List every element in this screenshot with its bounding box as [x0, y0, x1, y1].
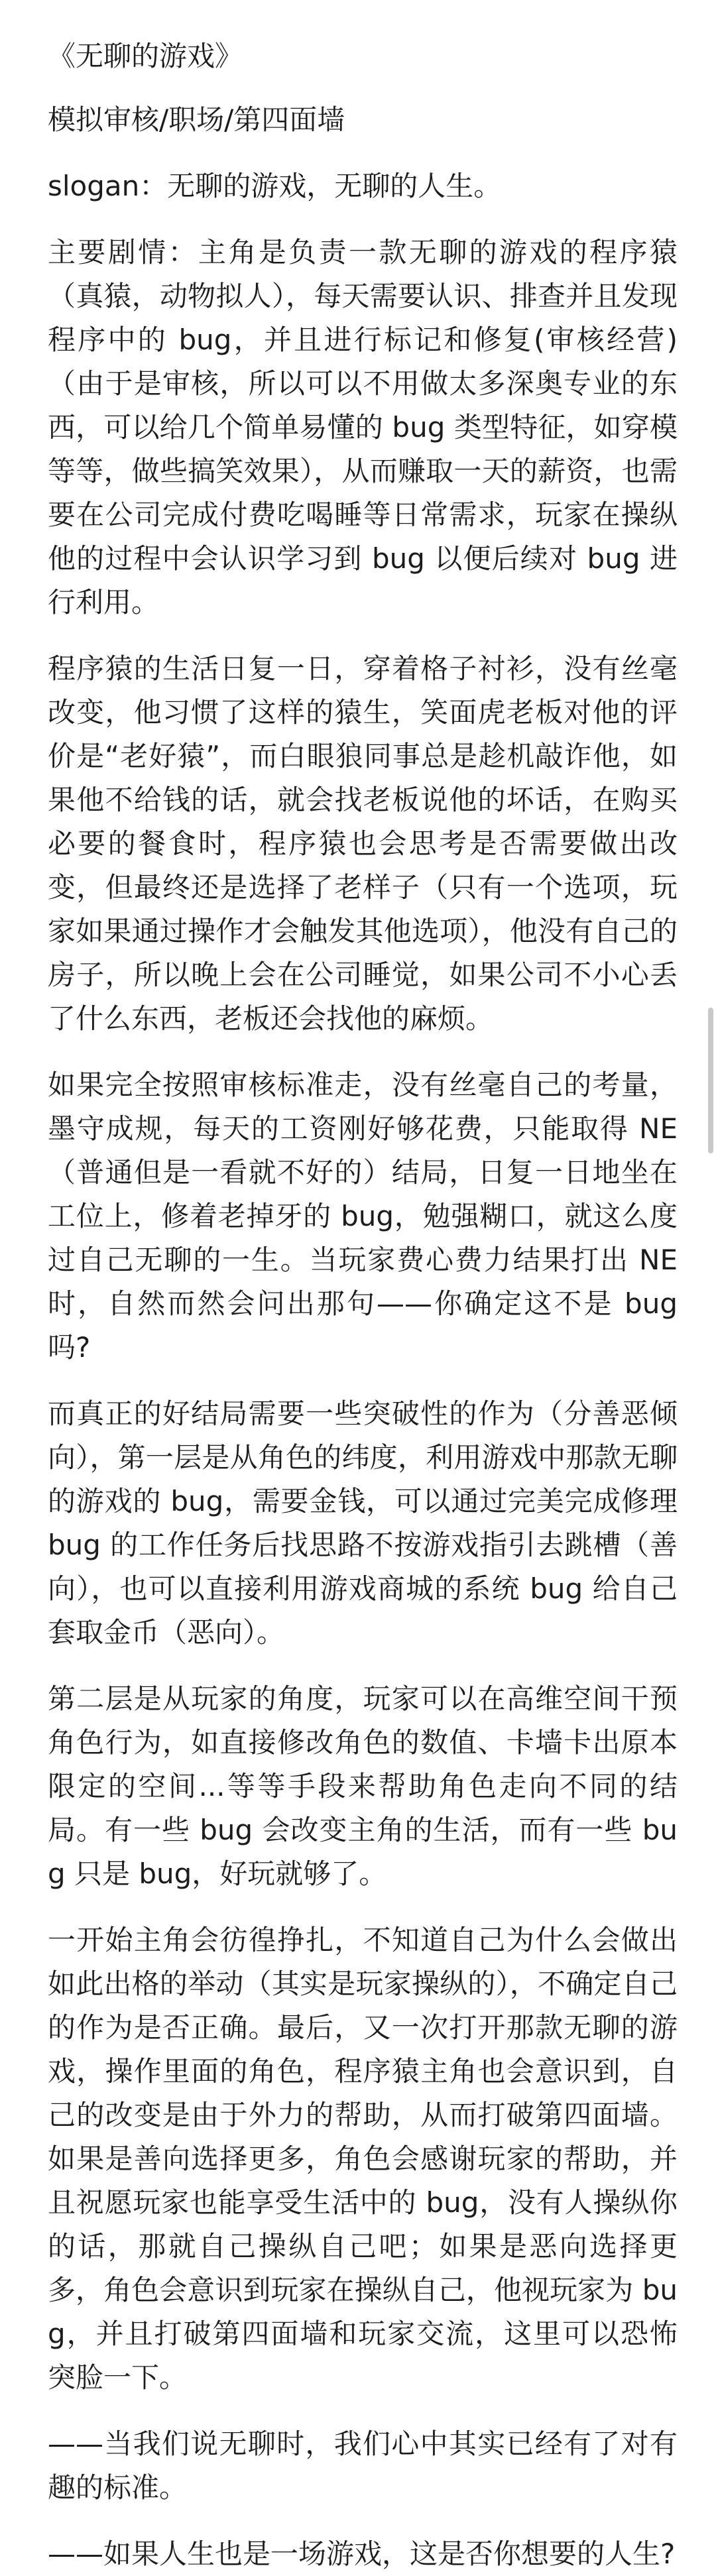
- paragraph-main-plot: 主要剧情：主角是负责一款无聊的游戏的程序猿（真猿，动物拟人），每天需要认识、排查并且发现程序中的 bug，并且进行标记和修复(审核经营)（由于是审核，所以可以不用做太多深奥专业的东西，可以给几个简单易懂的 bug 类型特征，如穿模等等，做些搞笑效果），从而赚取一天的薪资，也需要在公司完成付费吃喝睡等日常需求，玩家在操纵他的过程中会认识学习到 bug 以便后续对 bug 进行利用。: [48, 236, 678, 618]
- paragraph-good-ending-layer-one: 而真正的好结局需要一些突破性的作为（分善恶倾向），第一层是从角色的纬度，利用游戏中那款无聊的游戏的 bug，需要金钱，可以通过完美完成修理 bug 的工作任务后找思路不按游戏指引去跳槽（善向），也可以直接利用游戏商城的系统 bug 给自己套取金币（恶向）。: [48, 1397, 678, 1649]
- vertical-scrollbar[interactable]: [708, 1008, 713, 1153]
- paragraph-ne-ending: 如果完全按照审核标准走，没有丝毫自己的考量，墨守成规，每天的工资刚好够花费，只能取得 NE（普通但是一看就不好的）结局，日复一日地坐在工位上，修着老掉牙的 bug，勉强糊口，就这么度过自己无聊的一生。当玩家费心费力结果打出 NE 时，自然而然会问出那句——你确定这不是 bug 吗?: [48, 1069, 678, 1364]
- paragraph-fourth-wall: 一开始主角会彷徨挣扎，不知道自己为什么会做出如此出格的举动（其实是玩家操纵的），不确定自己的作为是否正确。最后，又一次打开那款无聊的游戏，操作里面的角色，程序猿主角也会意识到，自己的改变是由于外力的帮助，从而打破第四面墙。如果是善向选择更多，角色会感谢玩家的帮助，并且祝愿玩家也能享受生活中的 bug，没有人操纵你的话，那就自己操纵自己吧；如果是恶向选择更多，角色会意识到玩家在操纵自己，他视玩家为 bug，并且打破第四面墙和玩家交流，这里可以恐怖突脸一下。: [48, 1924, 678, 2394]
- paragraph-good-ending-layer-two: 第二层是从玩家的角度，玩家可以在高维空间干预角色行为，如直接修改角色的数值、卡墙卡出原本限定的空间...等等手段来帮助角色走向不同的结局。有一些 bug 会改变主角的生活，而有一些 bug 只是 bug，好玩就够了。: [48, 1682, 678, 1890]
- document-category: 模拟审核/职场/第四面墙: [48, 103, 345, 136]
- closing-quote-two: ——如果人生也是一场游戏，这是否你想要的人生?: [48, 2538, 676, 2570]
- closing-quote-one: ——当我们说无聊时，我们心中其实已经有了对有趣的标准。: [48, 2428, 678, 2504]
- paragraph-daily-life: 程序猿的生活日复一日，穿着格子衬衫，没有丝毫改变，他习惯了这样的猿生，笑面虎老板对他的评价是“老好猿”，而白眼狼同事总是趁机敲诈他，如果他不给钱的话，就会找老板说他的坏话，在购买必要的餐食时，程序猿也会思考是否需要做出改变，但最终还是选择了老样子（只有一个选项，玩家如果通过操作才会触发其他选项），他没有自己的房子，所以晚上会在公司睡觉，如果公司不小心丢了什么东西，老板还会找他的麻烦。: [48, 652, 678, 1035]
- slogan-line: slogan：无聊的游戏，无聊的人生。: [48, 170, 502, 202]
- document-title: 《无聊的游戏》: [48, 40, 243, 72]
